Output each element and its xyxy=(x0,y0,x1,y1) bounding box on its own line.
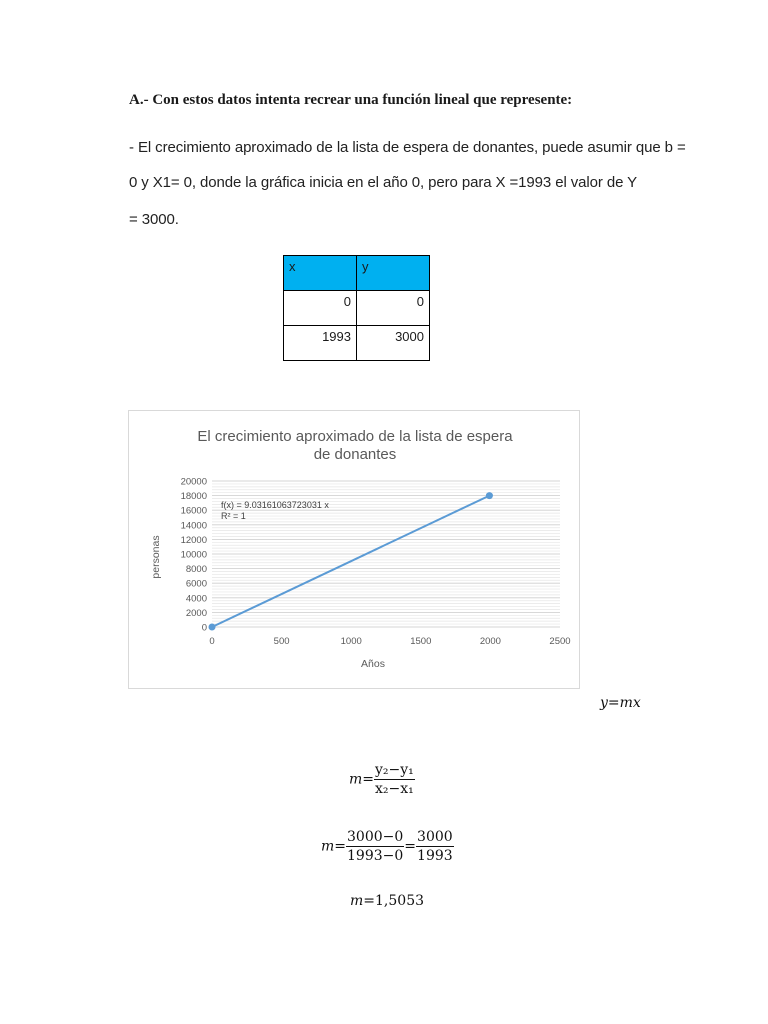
simplified-denominator: 1993 xyxy=(417,848,453,864)
eq4-result: 1,5053 xyxy=(375,893,425,909)
slope-fraction xyxy=(374,762,415,797)
table-cell: 3000 xyxy=(357,326,430,361)
substitution-denominator: 1993−0 xyxy=(347,848,404,864)
data-table xyxy=(283,255,430,361)
series-line xyxy=(212,496,489,627)
paragraph-line-3: = 3000. xyxy=(129,211,179,228)
table-header-y: y xyxy=(357,256,430,291)
y-tick-label: 8000 xyxy=(185,564,207,576)
y-axis-label: personas xyxy=(150,535,162,579)
trendline-equation: f(x) = 9.03161063723031 x xyxy=(221,500,329,510)
simplified-fraction xyxy=(416,829,454,864)
eq3-sign-2: = xyxy=(404,838,417,855)
chart-svg xyxy=(129,411,581,690)
chart-container xyxy=(128,410,580,689)
eq3-sign: = xyxy=(334,838,347,855)
eq1-op: = xyxy=(607,695,620,711)
table-header-x: x xyxy=(284,256,357,291)
y-tick-label: 10000 xyxy=(180,549,207,561)
simplified-numerator: 3000 xyxy=(417,829,453,845)
trendline-r2: R² = 1 xyxy=(221,511,246,521)
x-tick-label: 2500 xyxy=(549,636,571,647)
slope-denominator: x₂−x₁ xyxy=(375,781,414,797)
x-axis-label: Años xyxy=(361,658,385,670)
table-header-row xyxy=(284,256,430,291)
y-tick-label: 16000 xyxy=(180,505,207,517)
equation-linear xyxy=(600,695,641,711)
eq4-sign: = xyxy=(363,893,376,909)
y-tick-label: 6000 xyxy=(185,578,207,590)
eq2-sign: = xyxy=(362,771,375,788)
equation-result xyxy=(350,893,424,909)
section-heading: A.- Con estos datos intenta recrear una función lineal que represente: xyxy=(129,92,573,108)
y-tick-label: 4000 xyxy=(185,593,207,605)
y-tick-label: 18000 xyxy=(180,491,207,503)
y-tick-label: 20000 xyxy=(180,476,207,488)
chart-title-line-2: de donantes xyxy=(313,446,397,463)
substitution-numerator: 3000−0 xyxy=(347,829,404,845)
y-tick-label: 14000 xyxy=(180,520,207,532)
table-cell: 1993 xyxy=(284,326,357,361)
table-row xyxy=(284,291,430,326)
equation-slope-substitution xyxy=(321,829,454,864)
eq4-m: m xyxy=(350,893,364,909)
table-row xyxy=(284,326,430,361)
eq2-m: m xyxy=(349,771,363,788)
slope-numerator: y₂−y₁ xyxy=(375,762,414,778)
chart-title-line-1: El crecimiento aproximado de la lista de espera xyxy=(197,428,513,445)
paragraph-line-1: - El crecimiento aproximado de la lista de espera de donantes, puede asumir que b = xyxy=(129,139,686,156)
eq1-rhs: mx xyxy=(619,695,641,711)
x-tick-label: 1500 xyxy=(410,636,432,647)
paragraph-line-2: 0 y X1= 0, donde la gráfica inicia en el año 0, pero para X =1993 el valor de Y xyxy=(129,174,638,191)
y-tick-label: 2000 xyxy=(185,607,207,619)
data-point xyxy=(209,624,216,631)
x-tick-label: 2000 xyxy=(479,636,501,647)
x-tick-label: 500 xyxy=(273,636,290,647)
x-tick-label: 1000 xyxy=(340,636,362,647)
equation-slope-formula xyxy=(349,762,415,797)
eq3-m: m xyxy=(321,838,335,855)
x-tick-label: 0 xyxy=(209,636,215,647)
y-tick-label: 0 xyxy=(201,622,207,634)
data-point xyxy=(486,492,493,499)
table-cell: 0 xyxy=(357,291,430,326)
table-cell: 0 xyxy=(284,291,357,326)
substitution-fraction xyxy=(346,829,404,864)
y-tick-label: 12000 xyxy=(180,534,207,546)
eq1-lhs: y xyxy=(600,695,608,711)
